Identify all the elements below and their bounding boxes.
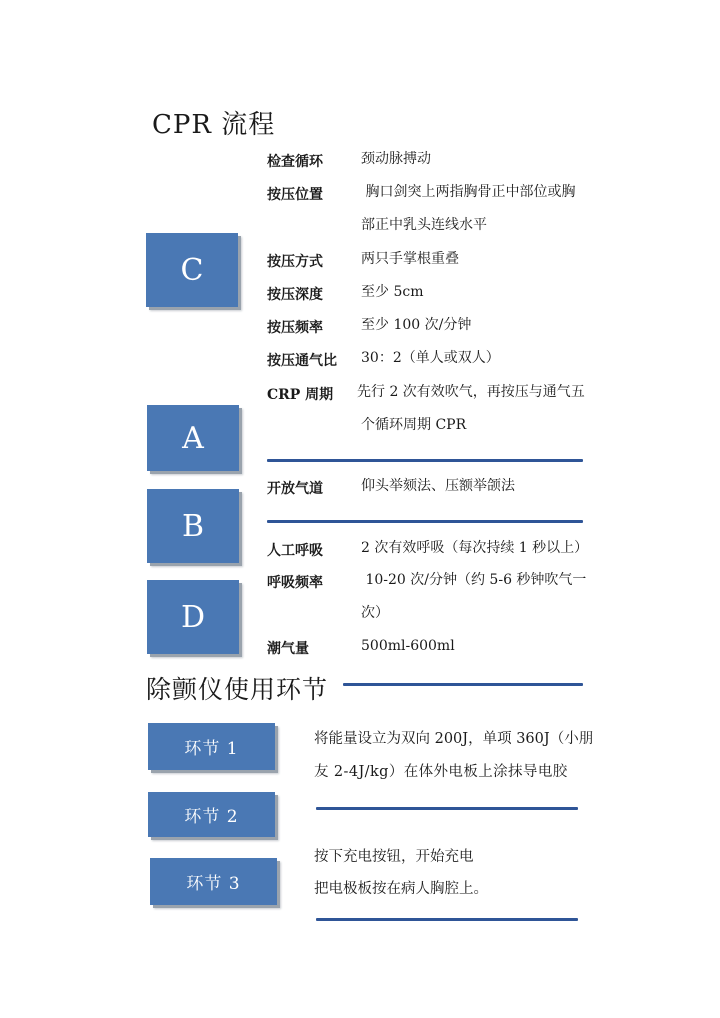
box-b-label: B <box>181 508 205 544</box>
row-label: 潮气量 <box>267 641 309 657</box>
row-value-cont: 次） <box>361 605 389 621</box>
divider <box>316 918 578 921</box>
row-label: 呼吸频率 <box>267 575 323 591</box>
row-value: 仰头举颏法、压额举颌法 <box>361 478 515 494</box>
step-1-text: 将能量设立为双向 200J，单项 360J（小朋 <box>314 731 594 747</box>
row-label: 人工呼吸 <box>267 543 323 559</box>
row-value: 胸口剑突上两指胸骨正中部位或胸 <box>361 184 576 200</box>
row-value: 2 次有效呼吸（每次持续 1 秒以上） <box>361 540 589 556</box>
step-3-text-cont: 把电极板按在病人胸腔上。 <box>314 881 488 897</box>
box-a <box>147 405 239 471</box>
row-label: CRP 周期 <box>267 387 334 403</box>
step-1-text-cont: 友 2-4J/kg）在体外电板上涂抹导电胶 <box>314 764 568 780</box>
row-label: 开放气道 <box>267 481 323 497</box>
box-c <box>146 233 238 307</box>
step-3-box <box>150 858 277 905</box>
row-label: 按压深度 <box>267 287 323 303</box>
box-b <box>147 489 239 563</box>
step-1-box <box>148 723 275 770</box>
divider <box>267 459 583 462</box>
row-label: 按压方式 <box>267 254 323 270</box>
row-value: 至少 100 次/分钟 <box>361 317 472 333</box>
step-3-label: 环节 3 <box>186 874 241 894</box>
row-value: 颈动脉搏动 <box>361 151 431 167</box>
step-2-label: 环节 2 <box>184 807 239 827</box>
defib-title: 除颤仪使用环节 <box>146 675 329 704</box>
cpr-title: CPR 流程 <box>152 110 276 140</box>
title-rule <box>343 683 583 686</box>
row-value: 10-20 次/分钟（约 5-6 秒钟吹气一 <box>361 572 587 588</box>
divider <box>267 520 583 523</box>
row-label: 按压位置 <box>267 187 323 203</box>
box-d <box>147 580 239 654</box>
box-c-label: C <box>180 252 204 288</box>
step-1-label: 环节 1 <box>184 739 239 759</box>
row-label: 按压通气比 <box>267 353 337 369</box>
row-value-cont: 部正中乳头连线水平 <box>361 217 487 233</box>
row-value: 30：2（单人或双人） <box>361 350 500 366</box>
row-value: 500ml-600ml <box>361 638 455 654</box>
box-a-label: A <box>182 420 204 456</box>
step-3-text: 按下充电按钮，开始充电 <box>314 849 474 865</box>
row-value: 先行 2 次有效吹气，再按压与通气五 <box>357 384 585 400</box>
divider <box>316 807 578 810</box>
row-value: 至少 5cm <box>361 284 424 300</box>
row-value: 两只手掌根重叠 <box>361 251 459 267</box>
row-value-cont: 个循环周期 CPR <box>361 417 467 433</box>
row-label: 检查循环 <box>267 154 323 170</box>
step-2-box <box>148 792 275 837</box>
row-label: 按压频率 <box>267 320 323 336</box>
box-d-label: D <box>180 599 206 635</box>
